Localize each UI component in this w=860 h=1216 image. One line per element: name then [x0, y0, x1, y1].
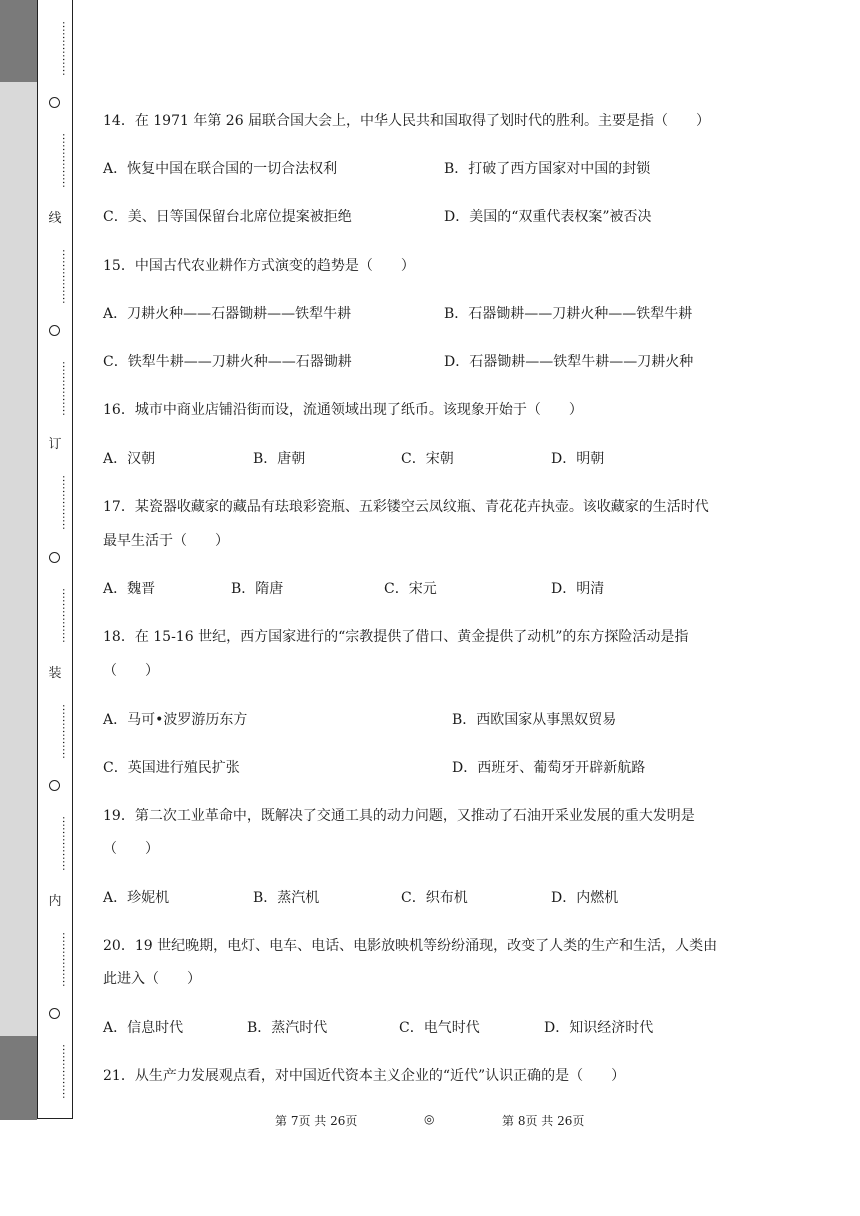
question-19-option-a: A．珍妮机	[103, 890, 170, 906]
question-16-option-a: A．汉朝	[103, 451, 156, 467]
question-18-option-b: B．西欧国家从事黑奴贸易	[452, 712, 617, 728]
gutter-dots: ……………	[60, 931, 73, 987]
question-16-option-d: D．明朝	[551, 451, 605, 467]
question-20-option-d: D．知识经济时代	[544, 1020, 654, 1036]
question-17-stem-line1: 17．某瓷器收藏家的藏品有珐琅彩瓷瓶、五彩镂空云凤纹瓶、青花花卉执壶。该收藏家的生活时代	[103, 499, 709, 515]
question-20-option-a: A．信息时代	[103, 1020, 184, 1036]
gutter-dots: ……………	[60, 1043, 73, 1099]
question-18-option-d: D．西班牙、葡萄牙开辟新航路	[452, 760, 646, 776]
question-19-option-c: C．织布机	[401, 890, 468, 906]
gutter-dots: ……………	[60, 360, 73, 416]
binding-line-strip	[37, 0, 73, 1119]
question-19-option-d: D．内燃机	[551, 890, 619, 906]
footer-separator: ◎	[424, 1112, 435, 1126]
question-16-option-b: B．唐朝	[253, 451, 306, 467]
gutter-dots: ……………	[60, 703, 73, 759]
question-20-option-b: B．蒸汽时代	[247, 1020, 328, 1036]
gutter-dots: ……………	[60, 20, 73, 76]
gutter-dots: ……………	[60, 815, 73, 871]
question-20-stem-line1: 20．19 世纪晚期，电灯、电车、电话、电影放映机等纷纷涌现，改变了人类的生产和生活，人类由	[103, 938, 718, 954]
question-17-option-b: B．隋唐	[231, 581, 284, 597]
question-17-option-d: D．明清	[551, 581, 605, 597]
question-17-option-a: A．魏晋	[103, 581, 156, 597]
question-14-option-c: C．美、日等国保留台北席位提案被拒绝	[103, 209, 352, 225]
question-17-stem-line2: 最早生活于（ ）	[103, 533, 229, 549]
question-20-option-c: C．电气时代	[399, 1020, 480, 1036]
question-14-option-a: A．恢复中国在联合国的一切合法权利	[103, 161, 338, 177]
gutter-shaded-strip	[0, 82, 37, 1036]
gutter-top-block	[0, 0, 37, 82]
question-15-option-b: B．石器锄耕——刀耕火种——铁犁牛耕	[444, 306, 693, 322]
question-15-option-a: A．刀耕火种——石器锄耕——铁犁牛耕	[103, 306, 352, 322]
question-14-option-b: B．打破了西方国家对中国的封锁	[444, 161, 651, 177]
gutter-dots: ……………	[60, 587, 73, 643]
question-20-stem-line2: 此进入（ ）	[103, 971, 201, 987]
question-16-stem: 16．城市中商业店铺沿街而设，流通领域出现了纸币。该现象开始于（ ）	[103, 402, 583, 418]
footer-page-right: 第 8页 共 26页	[502, 1114, 585, 1128]
question-19-stem-line1: 19．第二次工业革命中，既解决了交通工具的动力问题，又推动了石油开采业发展的重大发明是	[103, 808, 695, 824]
question-18-stem-line2: （ ）	[103, 663, 159, 679]
question-18-option-a: A．马可•波罗游历东方	[103, 712, 248, 728]
question-18-stem-line1: 18．在 15-16 世纪，西方国家进行的“宗教提供了借口、黄金提供了动机”的东方探险活动是指	[103, 629, 689, 645]
gutter-dots: ……………	[60, 132, 73, 188]
gutter-char-xian: 线	[48, 211, 62, 226]
gutter-dots: ……………	[60, 248, 73, 304]
question-18-option-c: C．英国进行殖民扩张	[103, 760, 240, 776]
gutter-circle	[49, 325, 60, 336]
question-16-option-c: C．宋朝	[401, 451, 454, 467]
gutter-circle	[49, 1008, 60, 1019]
question-17-option-c: C．宋元	[384, 581, 437, 597]
question-15-stem: 15．中国古代农业耕作方式演变的趋势是（ ）	[103, 258, 415, 274]
question-14-stem: 14．在 1971 年第 26 届联合国大会上，中华人民共和国取得了划时代的胜利。主要是指（ ）	[103, 113, 711, 129]
question-14-option-d: D．美国的“双重代表权案”被否决	[444, 209, 652, 225]
question-19-stem-line2: （ ）	[103, 841, 159, 857]
gutter-dots: ……………	[60, 474, 73, 530]
gutter-char-nei: 内	[48, 894, 62, 909]
gutter-char-ding: 订	[48, 437, 62, 452]
gutter-char-zhuang: 装	[48, 666, 62, 681]
question-15-option-d: D．石器锄耕——铁犁牛耕——刀耕火种	[444, 354, 694, 370]
question-15-option-c: C．铁犁牛耕——刀耕火种——石器锄耕	[103, 354, 352, 370]
footer-page-left: 第 7页 共 26页	[275, 1114, 358, 1128]
gutter-bottom-block	[0, 1036, 37, 1120]
gutter-circle	[49, 97, 60, 108]
gutter-circle	[49, 780, 60, 791]
question-19-option-b: B．蒸汽机	[253, 890, 320, 906]
gutter-circle	[49, 552, 60, 563]
question-21-stem: 21．从生产力发展观点看，对中国近代资本主义企业的“近代”认识正确的是（ ）	[103, 1068, 626, 1084]
